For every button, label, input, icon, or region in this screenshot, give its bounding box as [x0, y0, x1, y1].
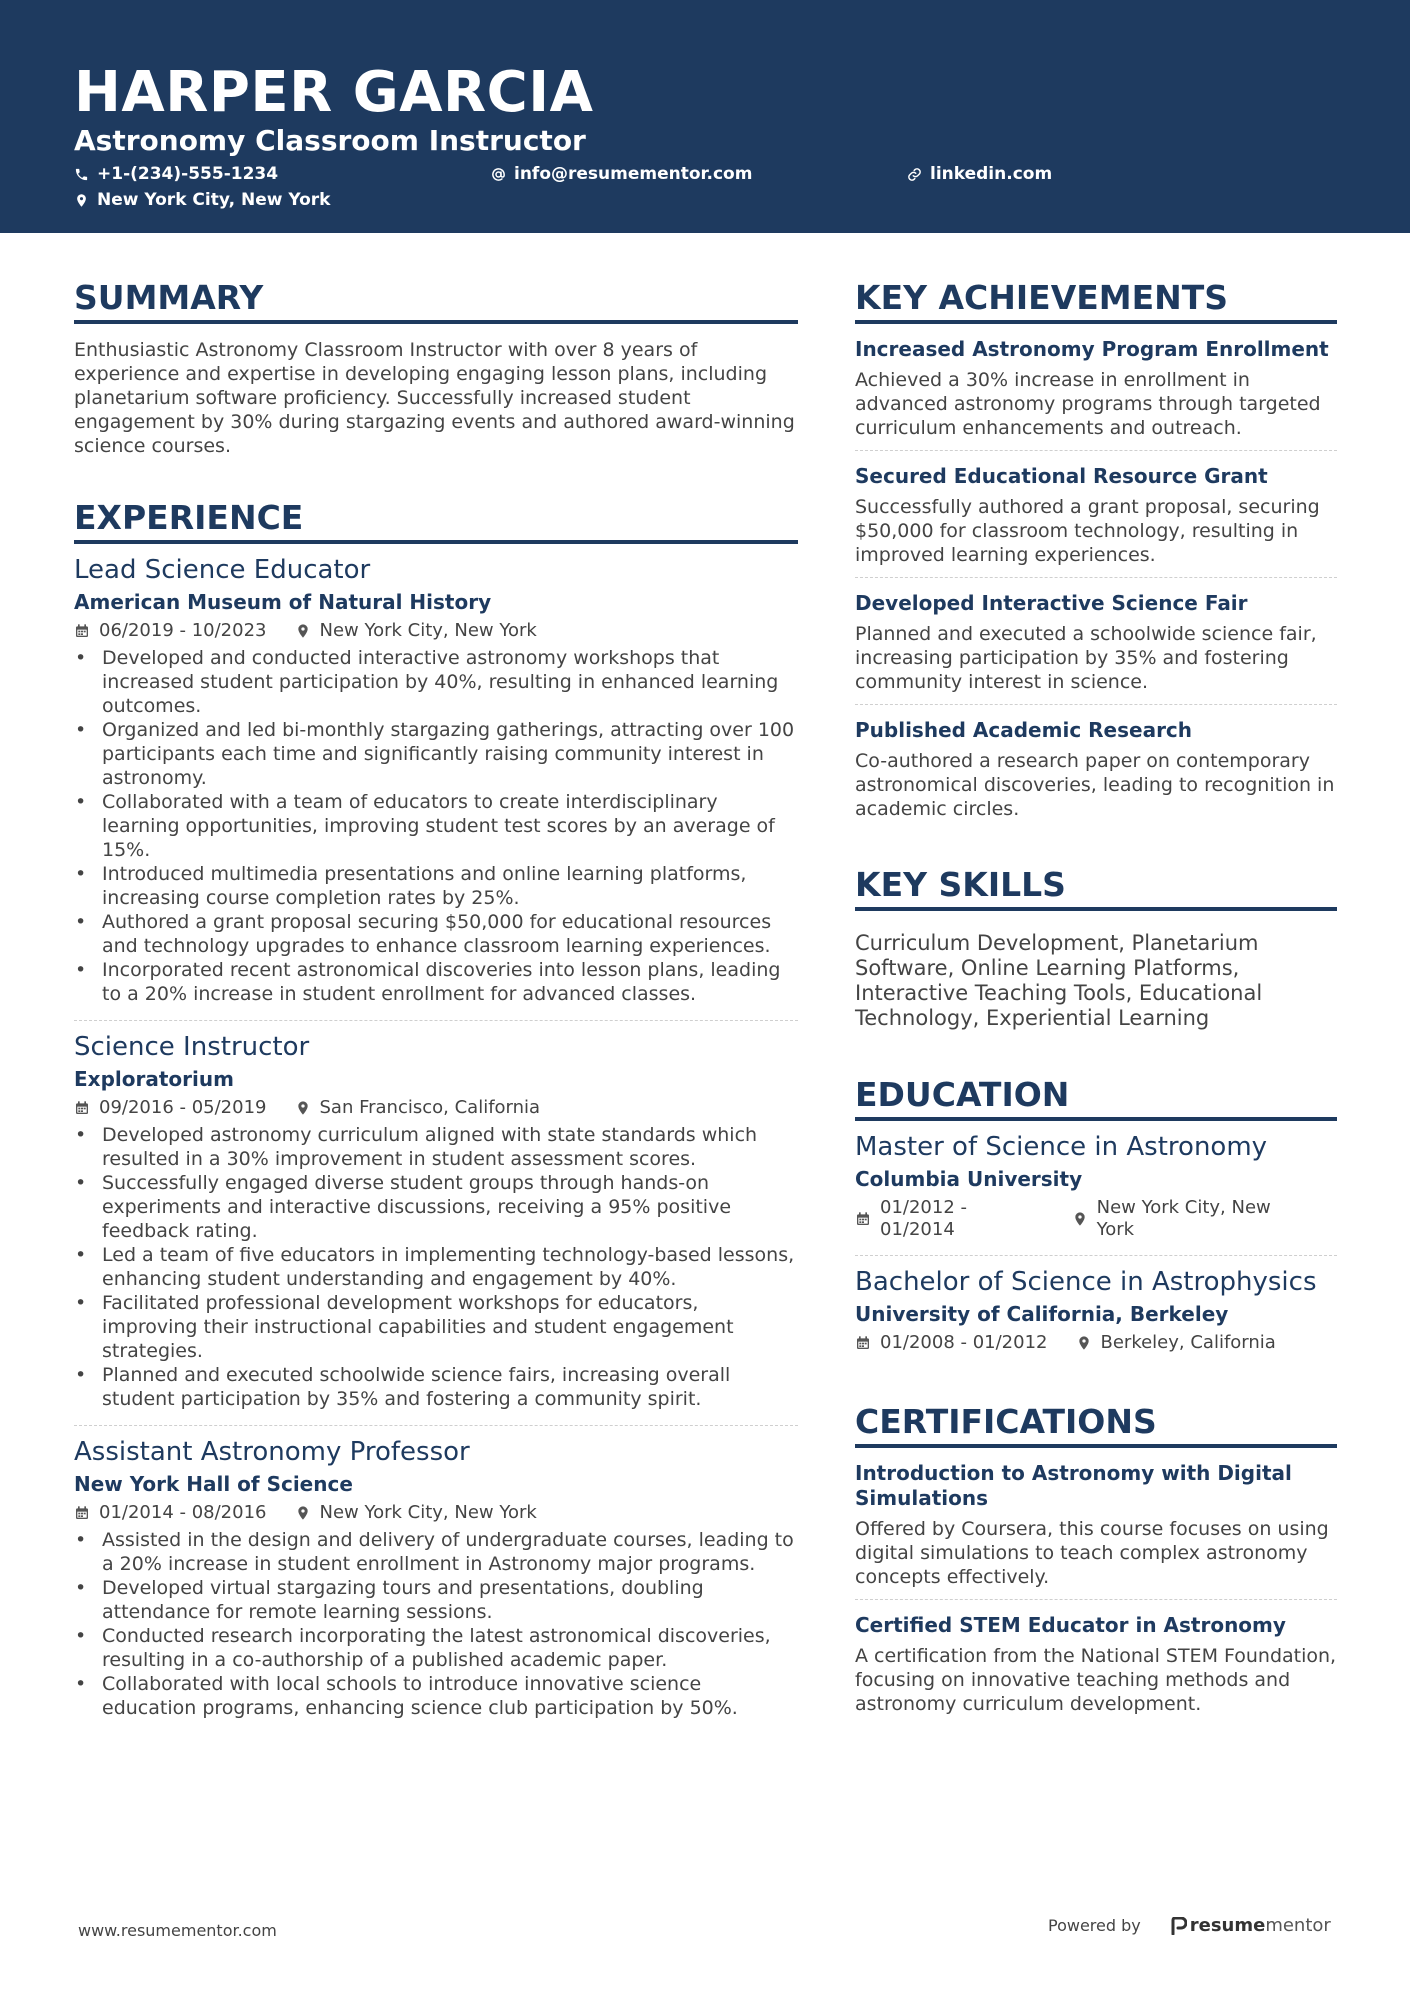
job-bullets: [74, 1528, 798, 1720]
footer-website[interactable]: www.resumementor.com: [78, 1921, 277, 1940]
job-location-text: San Francisco, California: [319, 1097, 541, 1118]
location-pin-icon: [1072, 1211, 1088, 1227]
education-meta: [855, 1332, 1337, 1354]
job-bullet: • Conducted research incorporating the latest astronomical discoveries, resulting in a co-authorship of a published academic paper.: [74, 1624, 798, 1672]
contact-phone: [74, 163, 278, 185]
contact-linkedin[interactable]: [907, 163, 1052, 185]
job-location-text: New York City, New York: [319, 620, 537, 641]
education-dates: [855, 1332, 1048, 1354]
email-link[interactable]: info@resumementor.com: [514, 164, 753, 184]
job-title: Science Instructor: [74, 1032, 310, 1062]
school-name: University of California, Berkeley: [855, 1302, 1229, 1326]
experience-section: [74, 498, 798, 1734]
education-location: [1076, 1332, 1276, 1354]
job-bullet: • Organized and led bi-monthly stargazing gatherings, attracting over 100 participants each time and significantly raising community interest in astronomy.: [74, 718, 798, 790]
education-section: [855, 1075, 1337, 1368]
job-title: Lead Science Educator: [74, 555, 371, 585]
education-dates-text: 01/2012 - 01/2014: [880, 1197, 967, 1240]
job-bullet: • Facilitated professional development workshops for educators, improving their instructional capabilities and student engagement strategies.: [74, 1291, 798, 1363]
job-location: [295, 1097, 541, 1119]
job-bullet: • Planned and executed schoolwide science fairs, increasing overall student participation by 35% and fostering a community spirit.: [74, 1363, 798, 1411]
location-pin-icon: [295, 1100, 311, 1116]
job-bullets: [74, 1123, 798, 1411]
company-name: Exploratorium: [74, 1067, 234, 1091]
company-name: American Museum of Natural History: [74, 590, 492, 614]
achievement-desc: Successfully authored a grant proposal, securing $50,000 for classroom technology, resulting in improved learning experiences.: [855, 496, 1320, 566]
job-bullet: • Assisted in the design and delivery of undergraduate courses, leading to a 20% increase in student enrollment in Astronomy major programs.: [74, 1528, 798, 1576]
job-bullet: • Successfully engaged diverse student groups through hands-on experiments and interactive discussions, receiving a 95% positive feedback rating.: [74, 1171, 798, 1243]
resume-header: [0, 0, 1410, 233]
job-bullet: • Collaborated with local schools to introduce innovative science education programs, enhancing science club participation by 50%.: [74, 1672, 798, 1720]
experience-entry: [74, 544, 798, 1021]
job-bullet: • Incorporated recent astronomical discoveries into lesson plans, leading to a 20% increase in student enrollment for advanced classes.: [74, 958, 798, 1006]
education-meta: [855, 1197, 1337, 1241]
calendar-icon: [74, 623, 90, 639]
degree-title: Bachelor of Science in Astrophysics: [855, 1267, 1317, 1297]
candidate-role: Astronomy Classroom Instructor: [74, 124, 586, 157]
calendar-icon: [74, 1100, 90, 1116]
job-dates: [74, 620, 267, 642]
certification-title: Introduction to Astronomy with Digital Simulations: [855, 1461, 1292, 1510]
achievement-item: [855, 705, 1337, 831]
job-dates-text: 01/2014 - 08/2016: [99, 1502, 267, 1523]
left-column: [74, 278, 798, 1778]
achievement-item: [855, 578, 1337, 705]
education-location-text: New York City, New York: [1096, 1197, 1271, 1240]
job-meta: [74, 1502, 798, 1524]
location-pin-icon: [295, 623, 311, 639]
education-location-text: Berkeley, California: [1100, 1332, 1276, 1353]
job-location-text: New York City, New York: [319, 1502, 537, 1523]
job-title: Assistant Astronomy Professor: [74, 1437, 470, 1467]
achievement-item: [855, 451, 1337, 578]
location-text: New York City, New York: [97, 190, 331, 210]
summary-section: [74, 278, 798, 458]
achievements-section: [855, 278, 1337, 831]
brand-name-bold: resume: [1189, 1915, 1266, 1936]
contact-location: [74, 189, 330, 211]
brand-logo[interactable]: [1171, 1915, 1331, 1936]
calendar-icon: [855, 1335, 871, 1351]
job-location: [295, 1502, 537, 1524]
brand-name-light: mentor: [1265, 1915, 1331, 1936]
job-meta: [74, 1097, 798, 1119]
job-bullet: • Led a team of five educators in implementing technology-based lessons, enhancing student understanding and engagement by 40%.: [74, 1243, 798, 1291]
certification-desc: Offered by Coursera, this course focuses on using digital simulations to teach complex astronomy concepts effectively.: [855, 1518, 1329, 1588]
certifications-heading: CERTIFICATIONS: [855, 1402, 1337, 1448]
company-name: New York Hall of Science: [74, 1472, 353, 1496]
job-bullets: [74, 646, 798, 1006]
achievement-title: Developed Interactive Science Fair: [855, 591, 1248, 615]
job-bullet: • Introduced multimedia presentations and online learning platforms, increasing course completion rates by 25%.: [74, 862, 798, 910]
achievement-desc: Planned and executed a schoolwide science fair, increasing participation by 35% and fostering community interest in science.: [855, 623, 1317, 693]
footer-powered-by: [1048, 1915, 1331, 1936]
job-bullet: • Authored a grant proposal securing $50,000 for educational resources and technology upgrades to enhance classroom learning experiences.: [74, 910, 798, 958]
achievement-title: Increased Astronomy Program Enrollment: [855, 337, 1329, 361]
certification-item: [855, 1448, 1337, 1600]
certification-item: [855, 1600, 1337, 1726]
calendar-icon: [74, 1505, 90, 1521]
summary-text: Enthusiastic Astronomy Classroom Instructor with over 8 years of experience and expertise in developing engaging lesson plans, including planetarium software proficiency. Successfully increased student engagement by 30% during stargazing events and authored award-winning science courses.: [74, 339, 795, 457]
experience-heading: EXPERIENCE: [74, 498, 798, 544]
skills-heading: KEY SKILLS: [855, 865, 1337, 911]
job-meta: [74, 620, 798, 642]
experience-entry: [74, 1426, 798, 1734]
link-icon: [907, 167, 922, 182]
calendar-icon: [855, 1211, 871, 1227]
job-bullet: • Developed astronomy curriculum aligned with state standards which resulted in a 30% improvement in student assessment scores.: [74, 1123, 798, 1171]
certification-desc: A certification from the National STEM Foundation, focusing on innovative teaching methods and astronomy curriculum development.: [855, 1645, 1337, 1715]
education-entry: [855, 1121, 1337, 1256]
location-pin-icon: [74, 193, 89, 208]
phone-text: +1-(234)-555-1234: [97, 164, 279, 184]
education-dates-text: 01/2008 - 01/2012: [880, 1332, 1048, 1353]
skills-list: Curriculum Development, Planetarium Software, Online Learning Platforms, Interactive Teaching Tools, Educational Technology, Experiential Learning: [855, 931, 1263, 1030]
location-pin-icon: [295, 1505, 311, 1521]
brand-logo-icon: [1171, 1917, 1187, 1935]
job-location: [295, 620, 537, 642]
certifications-section: [855, 1402, 1337, 1726]
right-column: [855, 278, 1337, 1770]
job-dates-text: 09/2016 - 05/2019: [99, 1097, 267, 1118]
education-location: [1072, 1197, 1309, 1241]
job-bullet: • Developed and conducted interactive astronomy workshops that increased student participation by 40%, resulting in enhanced learning outcomes.: [74, 646, 798, 718]
job-dates-text: 06/2019 - 10/2023: [99, 620, 267, 641]
education-dates: [855, 1197, 1044, 1241]
degree-title: Master of Science in Astronomy: [855, 1132, 1268, 1162]
achievement-item: [855, 324, 1337, 451]
certification-title: Certified STEM Educator in Astronomy: [855, 1613, 1286, 1637]
job-dates: [74, 1097, 267, 1119]
achievement-desc: Co-authored a research paper on contemporary astronomical discoveries, leading to recognition in academic circles.: [855, 750, 1335, 820]
contact-email[interactable]: [491, 163, 752, 185]
school-name: Columbia University: [855, 1167, 1083, 1191]
achievement-title: Published Academic Research: [855, 718, 1193, 742]
linkedin-link[interactable]: linkedin.com: [930, 164, 1053, 184]
achievement-desc: Achieved a 30% increase in enrollment in advanced astronomy programs through targeted curriculum enhancements and outreach.: [855, 369, 1321, 439]
job-bullet: • Collaborated with a team of educators to create interdisciplinary learning opportunities, improving student test scores by an average of 15%.: [74, 790, 798, 862]
job-dates: [74, 1502, 267, 1524]
powered-by-label: Powered by: [1048, 1916, 1141, 1935]
location-pin-icon: [1076, 1335, 1092, 1351]
skills-section: [855, 865, 1337, 1031]
experience-entry: [74, 1021, 798, 1426]
phone-icon: [74, 167, 89, 182]
candidate-name: HARPER GARCIA: [74, 60, 594, 125]
summary-heading: SUMMARY: [74, 278, 798, 324]
education-heading: EDUCATION: [855, 1075, 1337, 1121]
achievements-heading: KEY ACHIEVEMENTS: [855, 278, 1337, 324]
at-icon: [491, 167, 506, 182]
job-bullet: • Developed virtual stargazing tours and presentations, doubling attendance for remote learning sessions.: [74, 1576, 798, 1624]
education-entry: [855, 1256, 1337, 1368]
achievement-title: Secured Educational Resource Grant: [855, 464, 1268, 488]
